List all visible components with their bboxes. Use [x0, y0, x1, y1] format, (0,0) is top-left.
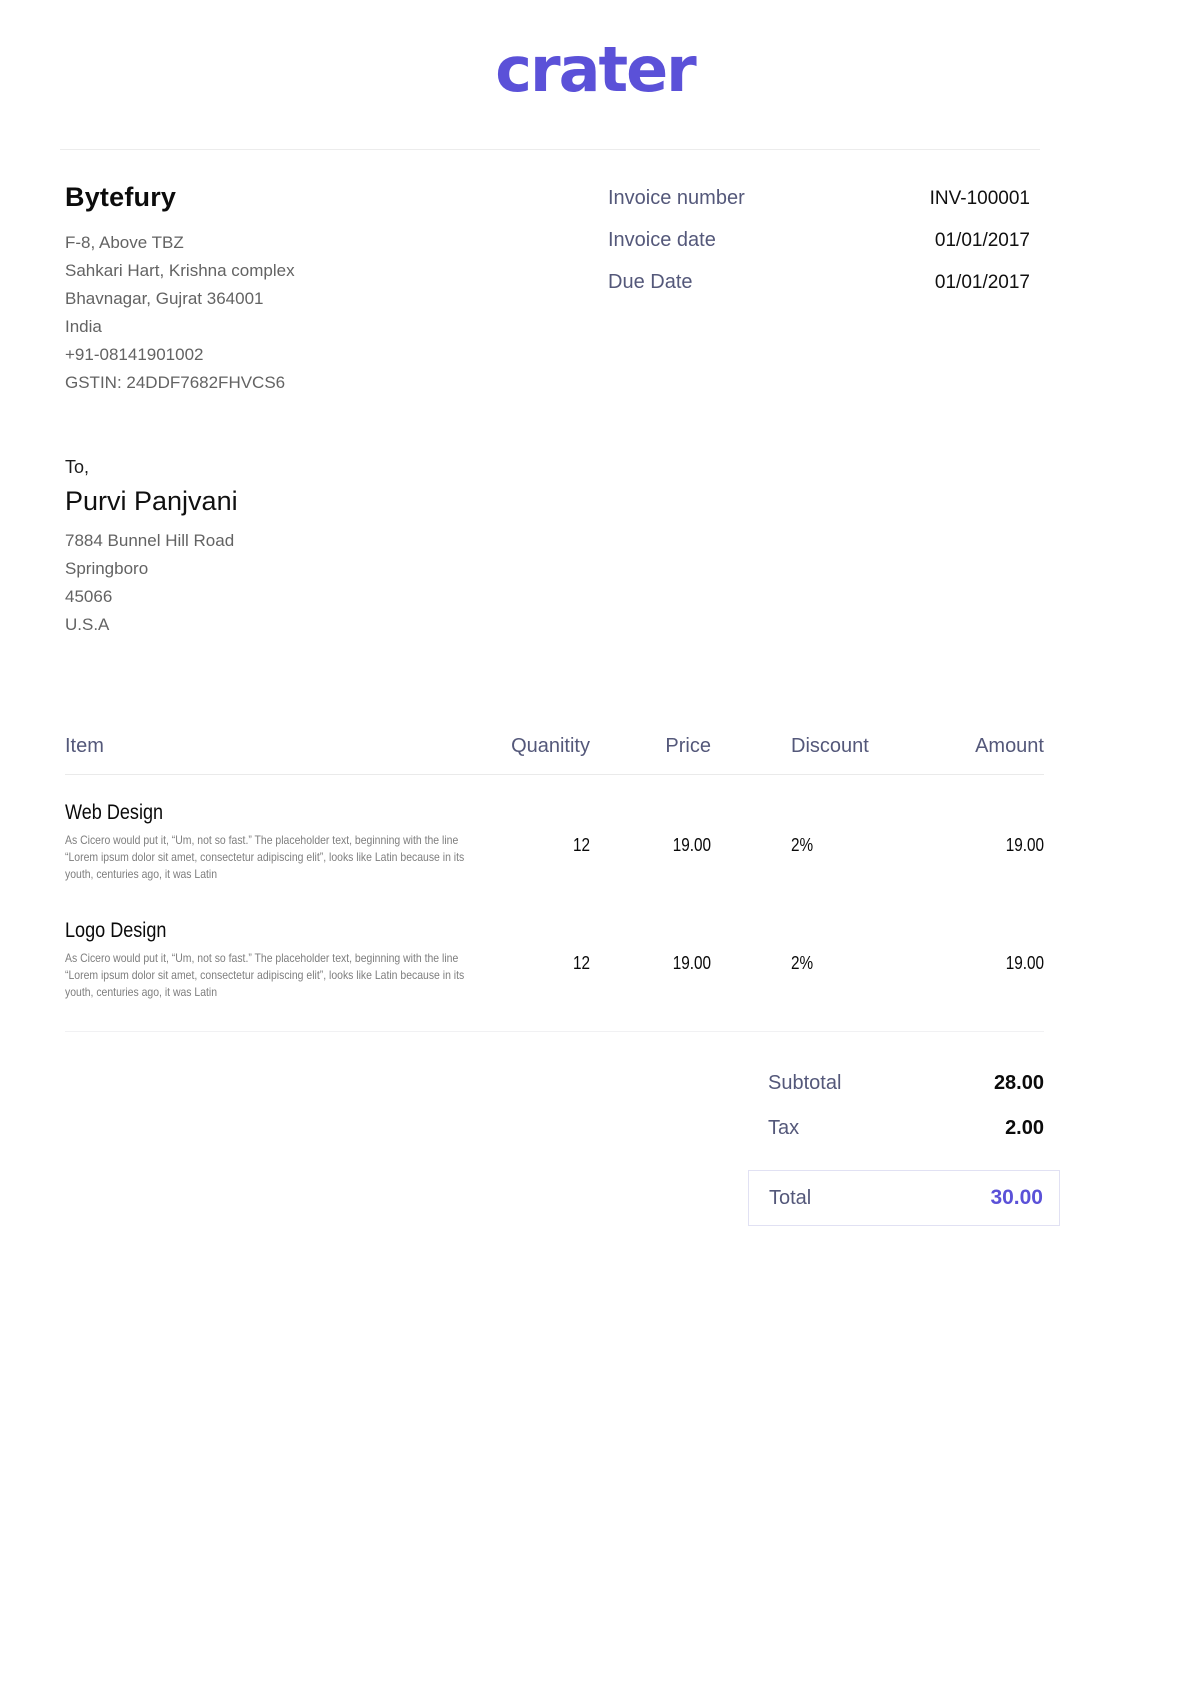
item-price: 19.00: [672, 835, 711, 856]
due-date-value: 01/01/2017: [934, 272, 1030, 294]
company-name: Bytefury: [65, 182, 177, 213]
company-block: [65, 182, 295, 397]
company-address-line: India: [65, 317, 102, 337]
company-gstin: GSTIN: 24DDF7682FHVCS6: [65, 373, 286, 393]
items-table: [65, 735, 1060, 1032]
item-cell: [65, 919, 480, 1001]
column-header-quantity: Quanitity: [511, 735, 590, 758]
item-amount: 19.00: [1005, 953, 1044, 974]
totals-section: [65, 1072, 1060, 1226]
invoice-header-section: [65, 182, 1060, 397]
item-discount: 2%: [791, 835, 814, 856]
crater-logo: crater: [495, 33, 695, 106]
due-date-row: [608, 268, 1030, 297]
item-price: 19.00: [672, 953, 711, 974]
tax-label: Tax: [768, 1117, 800, 1140]
customer-address-line: 7884 Bunnel Hill Road: [65, 531, 235, 551]
customer-address-line: 45066: [65, 587, 113, 607]
item-description: As Cicero would put it, “Um, not so fast.” The placeholder text, beginning with the line “Lorem ipsum dolor sit amet, consectetur adipiscing elit”, looks like Latin because in its youth, centuries ago, it was Latin: [65, 951, 465, 1000]
table-row: [65, 919, 1044, 1001]
column-header-price: Price: [665, 735, 711, 758]
item-name: Web Design: [65, 801, 164, 825]
subtotal-row: [748, 1072, 1060, 1095]
bill-to-section: [65, 457, 1060, 639]
invoice-number-row: [608, 184, 1030, 213]
column-header-item: Item: [65, 735, 104, 758]
company-address-line: F-8, Above TBZ: [65, 233, 184, 253]
due-date-label: Due Date: [608, 271, 693, 294]
item-quantity: 12: [572, 953, 590, 974]
items-table-header: [65, 735, 1044, 758]
item-cell: [65, 801, 480, 883]
header-divider: [60, 149, 1040, 150]
tax-row: [748, 1117, 1060, 1140]
total-value: 30.00: [990, 1186, 1043, 1210]
table-bottom-divider: [65, 1031, 1044, 1032]
tax-value: 2.00: [1005, 1117, 1044, 1140]
customer-address-line: U.S.A: [65, 615, 110, 635]
invoice-date-value: 01/01/2017: [934, 230, 1030, 252]
customer-address-line: Springboro: [65, 559, 149, 579]
table-header-divider: [65, 774, 1044, 775]
customer-address: [65, 527, 1060, 639]
customer-name: Purvi Panjvani: [65, 486, 238, 517]
item-name: Logo Design: [65, 919, 167, 943]
item-amount: 19.00: [1005, 835, 1044, 856]
subtotal-value: 28.00: [993, 1072, 1044, 1095]
item-quantity: 12: [572, 835, 590, 856]
invoice-number-value: INV-100001: [929, 188, 1030, 210]
column-header-discount: Discount: [791, 735, 869, 758]
table-row: [65, 801, 1044, 883]
company-address-line: Sahkari Hart, Krishna complex: [65, 261, 295, 281]
invoice-date-row: [608, 226, 1030, 255]
item-discount: 2%: [791, 953, 814, 974]
company-phone: +91-08141901002: [65, 345, 204, 365]
bill-to-greeting: To,: [65, 457, 90, 478]
invoice-date-label: Invoice date: [608, 229, 716, 252]
subtotal-label: Subtotal: [768, 1072, 842, 1095]
company-address: [65, 229, 295, 397]
total-box: [748, 1170, 1060, 1226]
column-header-amount: Amount: [975, 735, 1044, 758]
item-description: As Cicero would put it, “Um, not so fast.” The placeholder text, beginning with the line “Lorem ipsum dolor sit amet, consectetur adipiscing elit”, looks like Latin because in its youth, centuries ago, it was Latin: [65, 833, 465, 882]
logo-area: [0, 0, 1190, 105]
total-label: Total: [769, 1187, 812, 1210]
company-address-line: Bhavnagar, Gujrat 364001: [65, 289, 264, 309]
invoice-number-label: Invoice number: [608, 187, 745, 210]
invoice-meta-block: [608, 184, 1060, 397]
